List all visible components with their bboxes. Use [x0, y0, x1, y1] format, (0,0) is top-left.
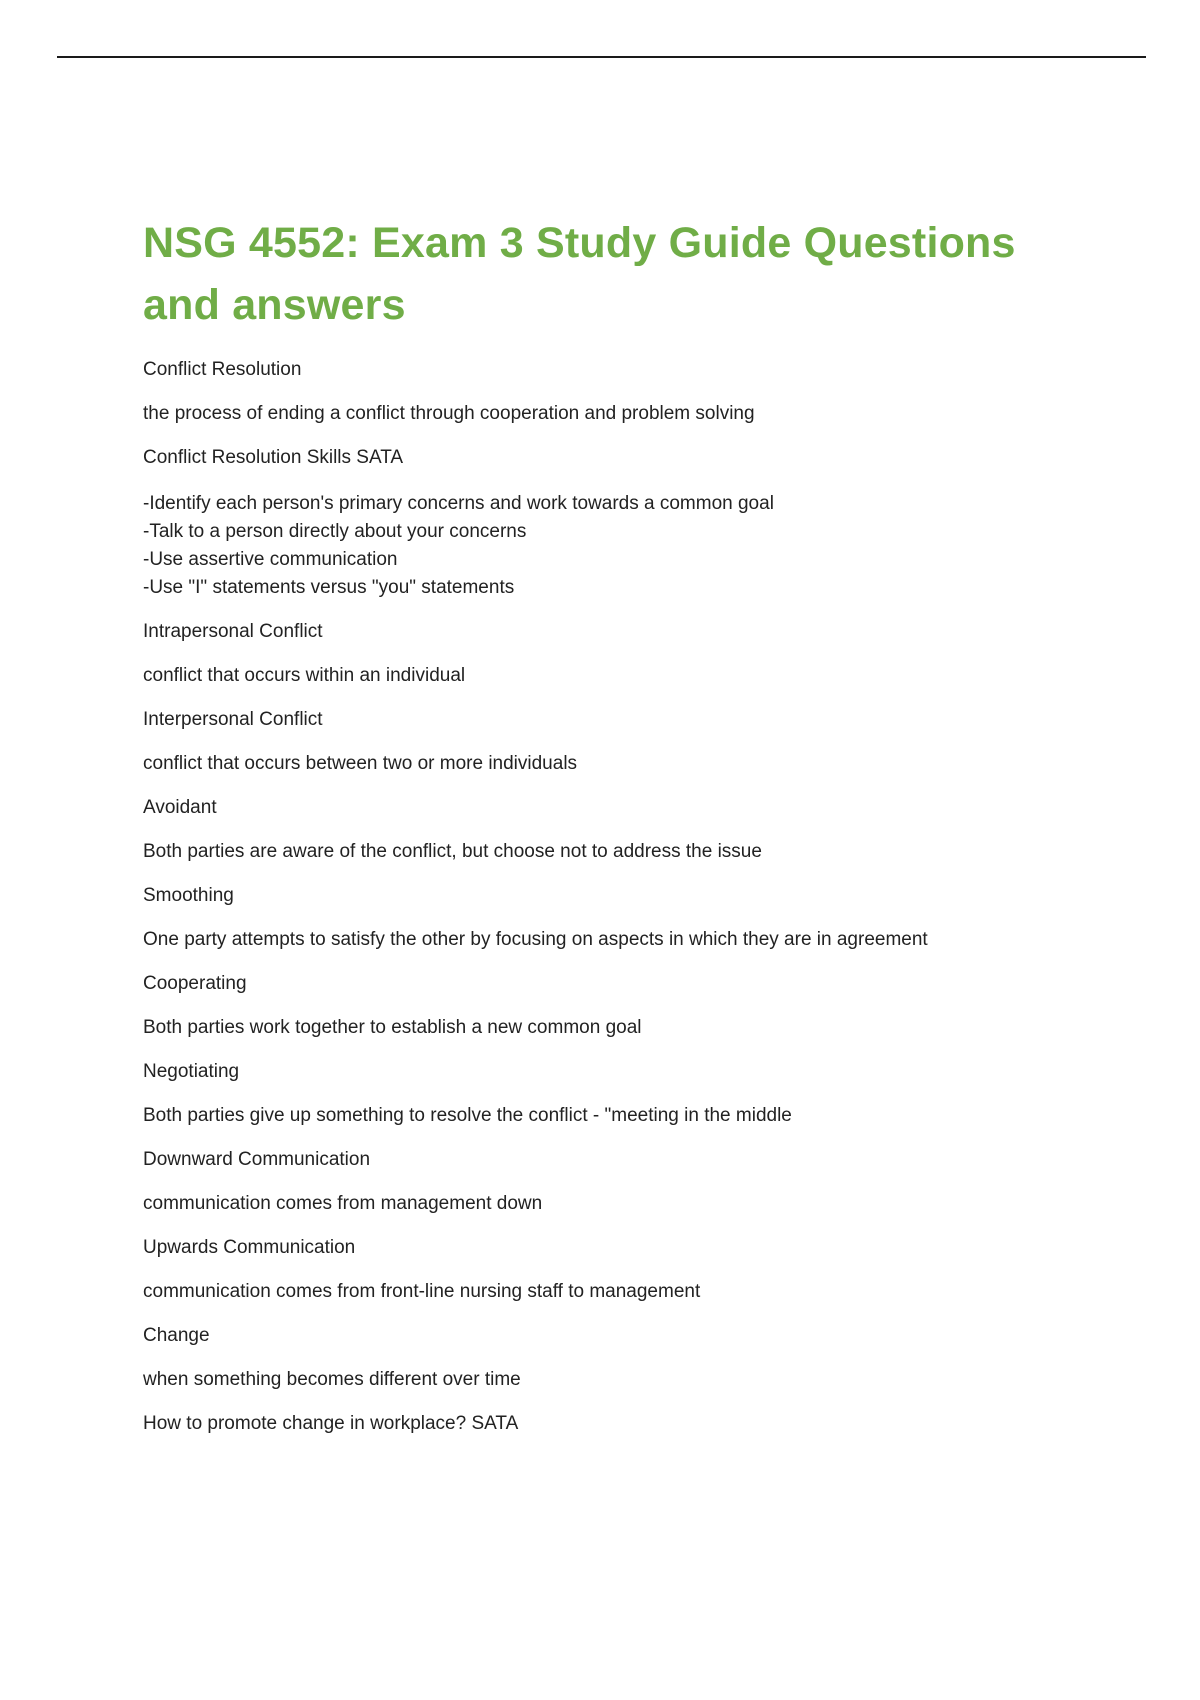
term: Negotiating: [143, 1061, 240, 1082]
term: Intrapersonal Conflict: [143, 621, 323, 642]
definition: Both parties are aware of the conflict, but choose not to address the issue: [143, 841, 762, 862]
definition: the process of ending a conflict through cooperation and problem solving: [143, 403, 755, 424]
skills-list-item: -Identify each person's primary concerns and work towards a common goal: [143, 493, 774, 514]
term: Downward Communication: [143, 1149, 371, 1170]
term: Smoothing: [143, 885, 234, 906]
skills-list-item: -Use assertive communication: [143, 549, 398, 570]
skills-list-item: -Use "I" statements versus "you" statements: [143, 577, 515, 598]
document-body: [143, 212, 1103, 1456]
term: Conflict Resolution: [143, 359, 302, 380]
definition: conflict that occurs between two or more individuals: [143, 753, 578, 774]
definition: communication comes from front-line nursing staff to management: [143, 1281, 701, 1302]
definition: communication comes from management down: [143, 1193, 543, 1214]
header-rule: [57, 56, 1146, 58]
term: Cooperating: [143, 973, 247, 994]
definition: One party attempts to satisfy the other by focusing on aspects in which they are in agreement: [143, 929, 928, 950]
skills-list-item: -Talk to a person directly about your concerns: [143, 521, 527, 542]
term: Upwards Communication: [143, 1237, 356, 1258]
definition: Both parties work together to establish a new common goal: [143, 1017, 642, 1038]
definition: conflict that occurs within an individual: [143, 665, 466, 686]
skills-list: [143, 490, 1103, 602]
term: Avoidant: [143, 797, 217, 818]
term: Interpersonal Conflict: [143, 709, 323, 730]
page-title: NSG 4552: Exam 3 Study Guide Questions and answers: [143, 219, 1016, 329]
entry-list: [143, 358, 1103, 1436]
term: Change: [143, 1325, 210, 1346]
definition: Both parties give up something to resolve the conflict - "meeting in the middle: [143, 1105, 792, 1126]
term: How to promote change in workplace? SATA: [143, 1413, 519, 1434]
definition: when something becomes different over time: [143, 1369, 521, 1390]
term: Conflict Resolution Skills SATA: [143, 447, 404, 468]
